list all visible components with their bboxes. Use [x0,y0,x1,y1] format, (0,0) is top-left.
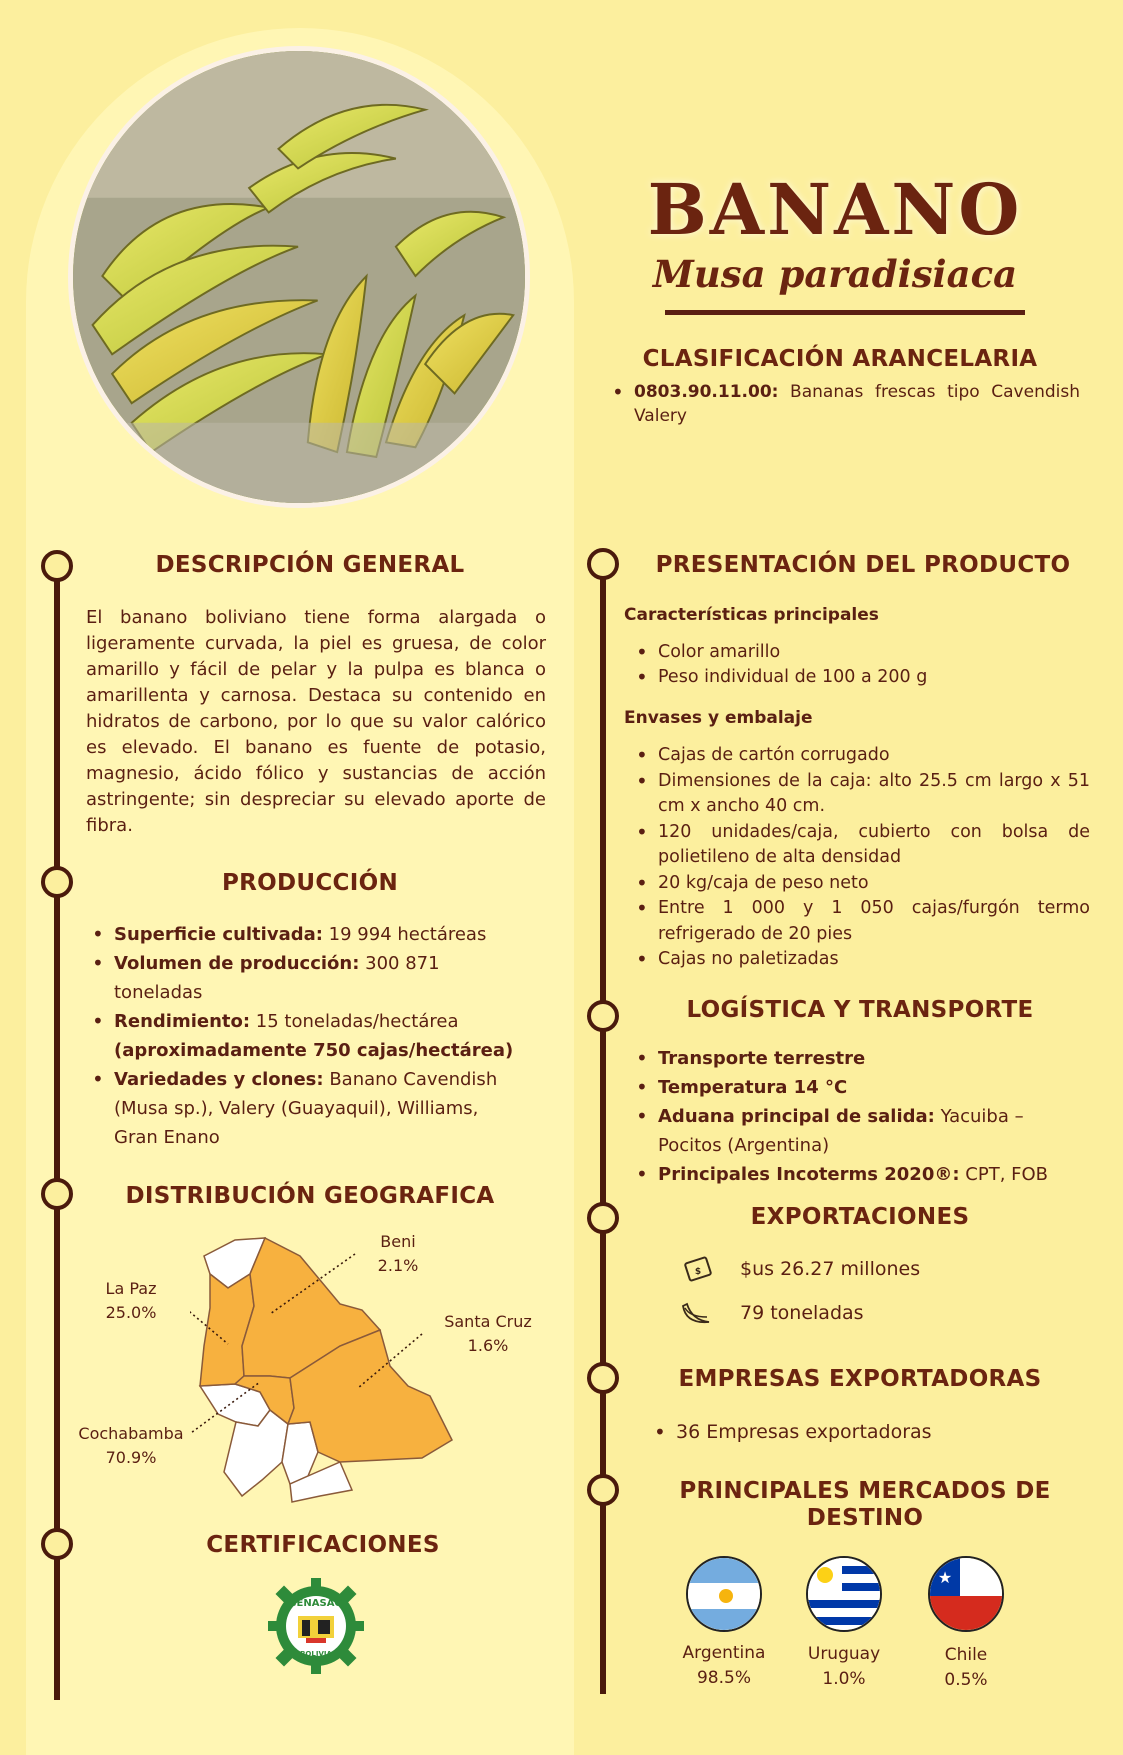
certificaciones-heading: CERTIFICACIONES [206,1532,440,1558]
banana-photo [68,46,530,508]
timeline-dot [587,1202,619,1234]
timeline-dot [587,1362,619,1394]
banana-icon [680,1300,712,1328]
list-item: • 20 kg/caja de peso neto [630,871,1090,897]
envases-heading: Envases y embalaje [624,708,813,728]
money-icon [682,1256,714,1284]
timeline-dot [587,1474,619,1506]
empresas-heading: EMPRESAS EXPORTADORAS [678,1366,1042,1392]
distribucion-heading: DISTRIBUCIÓN GEOGRAFICA [125,1183,495,1209]
flag-uruguay [806,1556,882,1632]
empresas-list [648,1418,1068,1447]
logistica-heading: LOGÍSTICA Y TRANSPORTE [686,997,1034,1023]
timeline-dot [587,548,619,580]
svg-text:$: $ [694,1267,702,1277]
logistica-list [630,1044,1090,1189]
list-item: • Aduana principal de salida: Yacuiba – Pocitos (Argentina) [630,1102,1090,1160]
export-volume: 79 toneladas [740,1302,864,1324]
list-item: • Volumen de producción: 300 871 toneladas [86,949,536,1007]
list-item: • Superficie cultivada: 19 994 hectáreas [86,920,536,949]
list-item: • 36 Empresas exportadoras [648,1418,1068,1447]
list-item: • Cajas no paletizadas [630,947,1090,973]
caracteristicas-list [630,640,1090,690]
list-item: • Entre 1 000 y 1 050 cajas/furgón termo refrigerado de 20 pies [630,896,1090,947]
svg-text:BOLIVIA: BOLIVIA [300,1650,332,1658]
produccion-heading: PRODUCCIÓN [221,870,398,896]
market-argentina: Argentina 98.5% [682,1643,766,1688]
map-label-cochabamba: Cochabamba 70.9% [78,1424,184,1467]
list-item: • Rendimiento: 15 toneladas/hectárea (aproximadamente 750 cajas/hectárea) [86,1007,536,1065]
clasificacion-list [606,380,1080,428]
flag-chile [928,1556,1004,1632]
timeline-dot [41,866,73,898]
svg-text:SENASAG: SENASAG [289,1598,343,1609]
market-chile: Chile 0.5% [944,1645,988,1690]
list-item: • Transporte terrestre [630,1044,1090,1073]
timeline-dot [587,1000,619,1032]
list-item: • Principales Incoterms 2020®: CPT, FOB [630,1160,1090,1189]
timeline-dot [41,1528,73,1560]
list-item: • Color amarillo [630,640,1090,665]
right-timeline [600,566,606,1694]
caracteristicas-heading: Características principales [624,605,879,625]
svg-text:★: ★ [937,1568,953,1587]
list-item: • Peso individual de 100 a 200 g [630,665,1090,690]
market-uruguay: Uruguay 1.0% [807,1644,881,1689]
scientific-name: Musa paradisiaca [652,252,1018,296]
mercados-heading: PRINCIPALES MERCADOS DE DESTINO [679,1478,1051,1531]
map-label-la-paz: La Paz 25.0% [105,1279,157,1322]
produccion-list [86,920,536,1152]
product-title: BANANO [647,168,1023,251]
clasificacion-heading: CLASIFICACIÓN ARANCELARIA [642,346,1038,372]
list-item: • Variedades y clones: Banano Cavendish (Musa sp.), Valery (Guayaquil), Williams, Gran Enano [86,1065,536,1152]
timeline-dot [41,550,73,582]
title-divider [665,310,1025,315]
senasag-logo [266,1576,366,1676]
list-item: • Cajas de cartón corrugado [630,743,1090,769]
envases-list [630,743,1090,973]
list-item: • Dimensiones de la caja: alto 25.5 cm largo x 51 cm x ancho 40 cm. [630,769,1090,820]
list-item: • 120 unidades/caja, cubierto con bolsa de polietileno de alta densidad [630,820,1090,871]
descripcion-heading: DESCRIPCIÓN GENERAL [155,552,465,578]
export-value: $us 26.27 millones [740,1258,921,1280]
list-item: • Temperatura 14 °C [630,1073,1090,1102]
map-label-santa-cruz: Santa Cruz 1.6% [444,1312,532,1355]
presentacion-heading: PRESENTACIÓN DEL PRODUCTO [655,552,1071,578]
flag-argentina [686,1556,762,1632]
descripcion-text: El banano boliviano tiene forma alargada o ligeramente curvada, la piel es gruesa, de color amarillo y fácil de pelar y la pulpa es blanca o amarillenta y carnosa. Destaca su contenido en hidratos de carbono, por lo que su valor calórico es elevado. El banano es fuente de potasio, magnesio, ácido fólico y sustancias de acción astringente; sin despreciar su elevado aporte de fibra. [86,607,546,836]
map-label-beni: Beni 2.1% [377,1232,419,1275]
exportaciones-heading: EXPORTACIONES [750,1204,970,1230]
list-item: • 0803.90.11.00: Bananas frescas tipo Cavendish Valery [606,380,1080,428]
timeline-dot [41,1178,73,1210]
